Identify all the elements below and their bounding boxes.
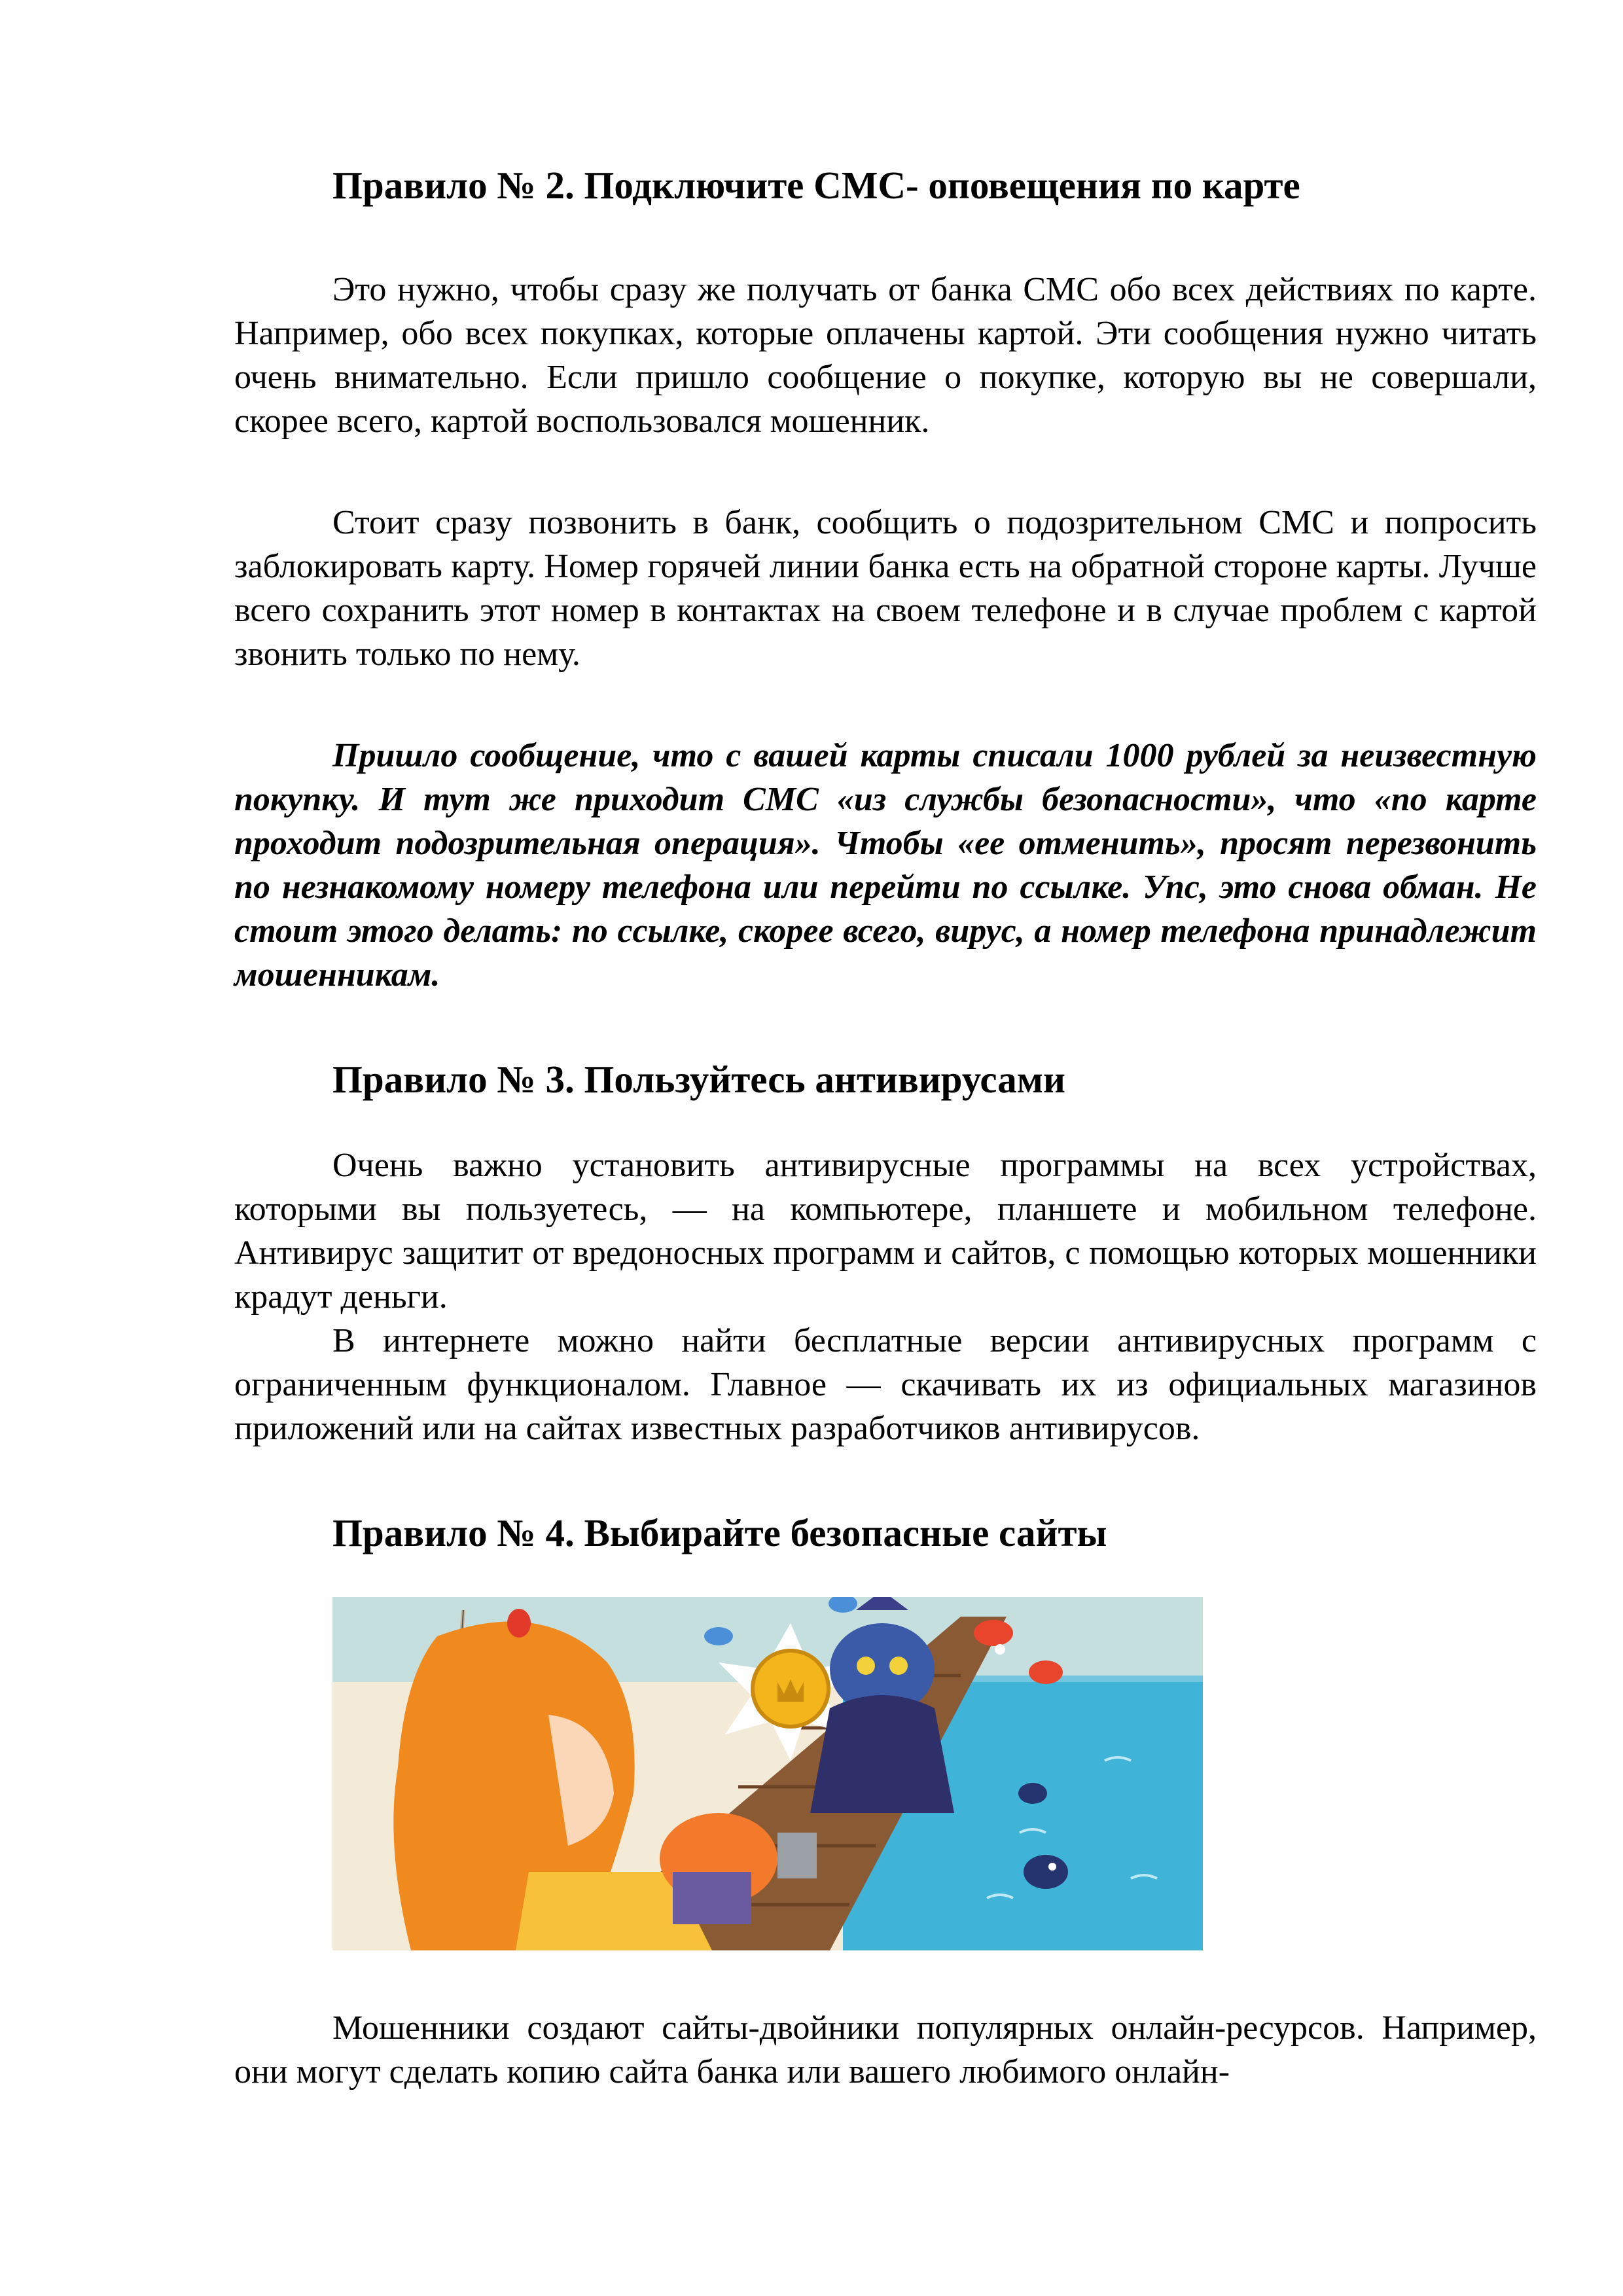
rule2-paragraph-2: Стоит сразу позвонить в банк, сообщить о подозрительном СМС и попросить заблокировать карту. Номер горячей линии банка есть на обратной стороне карты. Лучше всего сохранить этот номер в контактах на своем телефоне и в случае проблем с картой звонить только по нему. <box>234 504 1537 673</box>
rule3-paragraph-1: Очень важно установить антивирусные программы на всех устройствах, которыми вы пользуетесь, — на компьютере, планшете и мобильном телефоне. Антивирус защитит от вредоносных программ и сайтов, с помощью которых мошенники крадут деньги. <box>234 1147 1537 1316</box>
rule3-paragraph-2: В интернете можно найти бесплатные версии антивирусных программ с ограниченным функционалом. Главное — скачивать их из официальных магазинов приложений или на сайтах известных разработчиков антивирусов. <box>234 1322 1537 1447</box>
rule4-paragraph-1: Мошенники создают сайты-двойники популярных онлайн-ресурсов. Например, они могут сделать копию сайта банка или вашего любимого онлайн- <box>234 2009 1537 2090</box>
illustration-girl-pier-coin <box>332 1597 1203 1950</box>
bucket <box>777 1833 817 1878</box>
rule2-warning-paragraph: Пришло сообщение, что с вашей карты списали 1000 рублей за неизвестную покупку. И тут же приходит СМС «из службы безопасности», что «по карте проходит подозрительная операция». Чтобы «ее отменить», просят перезвонить по незнакомому номеру телефона или перейти по ссылке. Упс, это снова обман. Не стоит этого делать: по ссылке, скорее всего, вирус, а номер телефона принадлежит мошенникам. <box>234 737 1537 994</box>
rule3-heading: Правило № 3. Пользуйтесь антивирусами <box>332 1058 1065 1101</box>
page-content <box>234 160 1537 2094</box>
rule2-heading: Правило № 2. Подключите СМС- оповещения по карте <box>332 164 1300 207</box>
rule4-heading: Правило № 4. Выбирайте безопасные сайты <box>332 1511 1107 1554</box>
rule2-paragraph-1: Это нужно, чтобы сразу же получать от банка СМС обо всех действиях по карте. Например, обо всех покупках, которые оплачены картой. Эти сообщения нужно читать очень внимательно. Если пришло сообщение о покупке, которую вы не совершали, скорее всего, картой воспользовался мошенник. <box>234 271 1537 440</box>
